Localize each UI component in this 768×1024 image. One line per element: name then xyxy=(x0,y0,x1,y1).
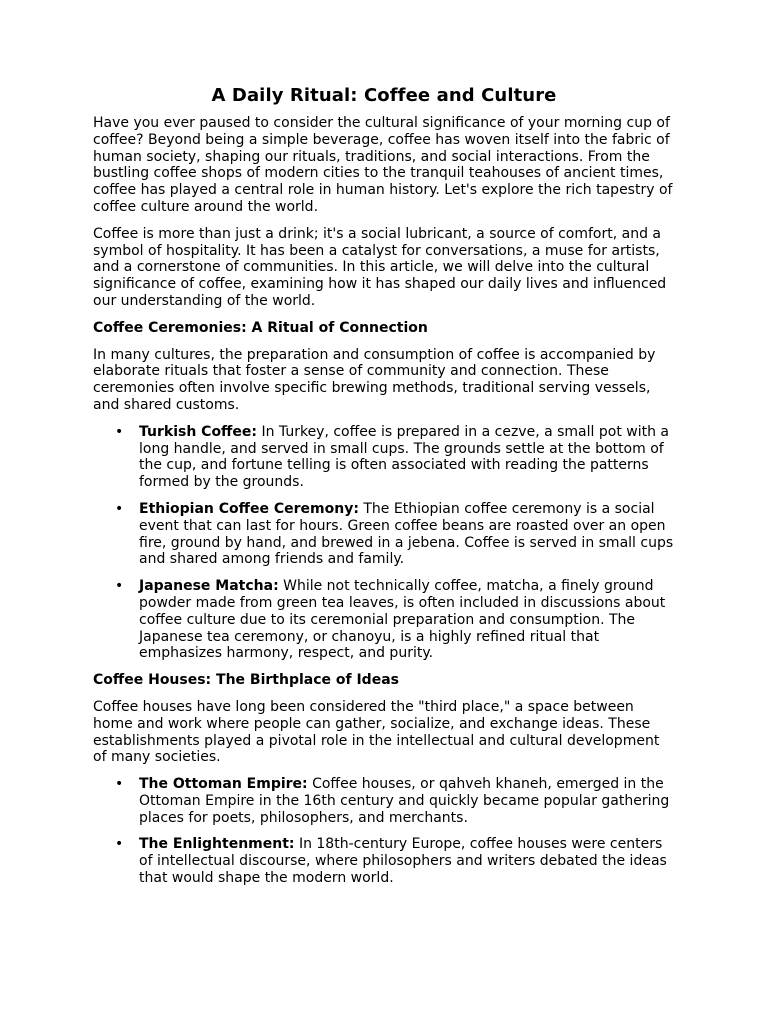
list-item xyxy=(115,836,675,887)
section-heading-ceremonies: Coffee Ceremonies: A Ritual of Connection xyxy=(93,319,428,336)
intro-paragraph-1: Have you ever paused to consider the cultural significance of your morning cup of coffee? Beyond being a simple beverage, coffee has woven itself into the fabric of human society, shaping our rituals, traditions, and social interactions. From the bustling coffee shops of modern cities to the tranquil teahouses of ancient times, coffee has played a central role in human history. Let's explore the rich tapestry of coffee culture around the world. xyxy=(93,115,673,215)
bullet-icon: • xyxy=(115,836,124,853)
intro-paragraph-2: Coffee is more than just a drink; it's a social lubricant, a source of comfort, and a symbol of hospitality. It has been a catalyst for conversations, a muse for artists, and a cornerstone of communities. In this article, we will delve into the cultural significance of coffee, examining how it has shaped our daily lives and influenced our understanding of the world. xyxy=(93,225,667,309)
ceremonies-list xyxy=(93,424,675,662)
list-item-term: Japanese Matcha: xyxy=(139,578,279,595)
bullet-icon: • xyxy=(115,423,124,440)
list-item-text: The Ethiopian coffee ceremony is a social event that can last for hours. Green coffee beans are roasted over an open fire, ground by hand, and brewed in a jebena. Coffee is served in small cups and shared among friends and family. xyxy=(139,500,674,568)
list-item-text: Coffee houses, or qahveh khaneh, emerged in the Ottoman Empire in the 16th century and quickly became popular gathering places for poets, philosophers, and merchants. xyxy=(139,776,670,826)
coffee-houses-list xyxy=(93,776,675,887)
section-paragraph-coffee-houses: Coffee houses have long been considered the "third place," a space between home and work where people can gather, socialize, and exchange ideas. These establishments played a pivotal role in the intellectual and cultural development of many societies. xyxy=(93,698,660,766)
list-item-text: While not technically coffee, matcha, a finely ground powder made from green tea leaves, is often included in discussions about coffee culture due to its ceremonial preparation and consumption. The Japanese tea ceremony, or chanoyu, is a highly refined ritual that emphasizes harmony, respect, and purity. xyxy=(139,578,666,662)
list-item xyxy=(115,578,675,662)
section-paragraph-ceremonies: In many cultures, the preparation and consumption of coffee is accompanied by elaborate rituals that foster a sense of community and connection. These ceremonies often involve specific brewing methods, traditional serving vessels, and shared customs. xyxy=(93,346,656,413)
document-title: A Daily Ritual: Coffee and Culture xyxy=(211,85,557,106)
list-item xyxy=(115,776,675,826)
section-heading-coffee-houses: Coffee Houses: The Birthplace of Ideas xyxy=(93,672,399,689)
bullet-icon: • xyxy=(115,500,124,517)
list-item xyxy=(115,500,675,568)
bullet-icon: • xyxy=(115,578,124,595)
list-item xyxy=(115,423,675,491)
list-item-term: The Ottoman Empire: xyxy=(139,776,308,793)
list-item-term: Turkish Coffee: xyxy=(139,423,257,440)
list-item-text: In Turkey, coffee is prepared in a cezve, a small pot with a long handle, and served in small cups. The grounds settle at the bottom of the cup, and fortune telling is often associated with reading the patterns formed by the grounds. xyxy=(139,423,669,491)
list-item-term: The Enlightenment: xyxy=(139,836,295,853)
bullet-icon: • xyxy=(115,776,124,793)
list-item-term: Ethiopian Coffee Ceremony: xyxy=(139,500,359,517)
list-item-text: In 18th-century Europe, coffee houses were centers of intellectual discourse, where philosophers and writers debated the ideas that would shape the modern world. xyxy=(139,836,667,887)
